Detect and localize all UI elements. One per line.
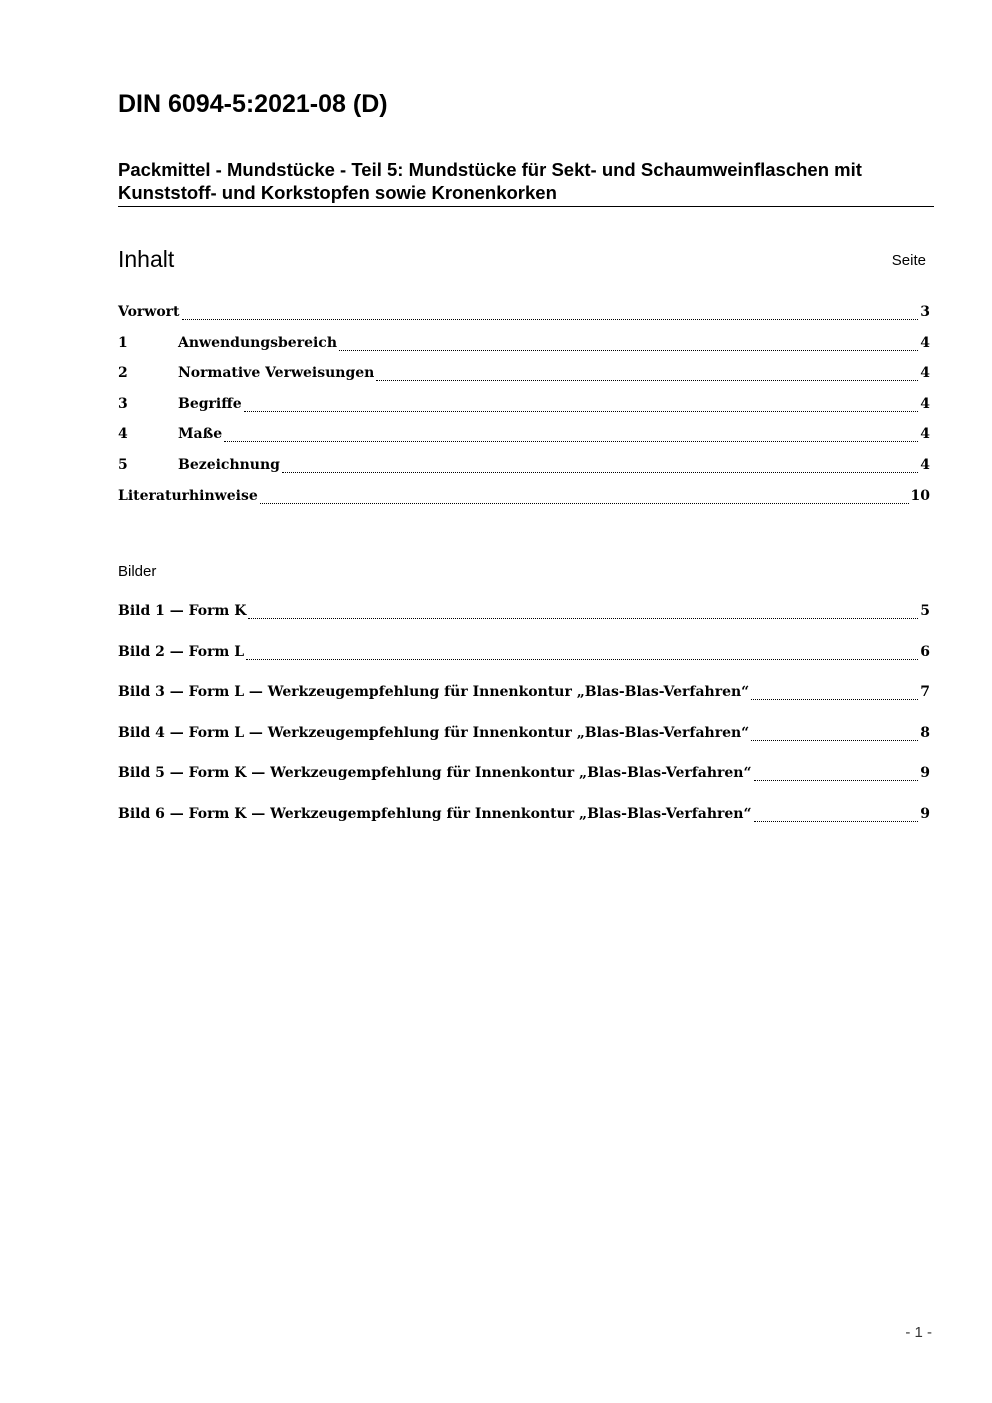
figures-list <box>118 601 930 845</box>
figure-entry-label: Bild 5 — Form K — Werkzeugempfehlung für Innenkontur „Blas-Blas-Verfahren“ <box>118 765 752 782</box>
toc-entry-number: 5 <box>118 456 128 473</box>
toc-entry-number: 4 <box>118 426 128 443</box>
toc-entry-number: 3 <box>118 395 128 412</box>
figure-leader-dots <box>754 766 919 781</box>
toc-entry-page: 4 <box>920 395 930 412</box>
toc-entry-label: Maße <box>178 426 223 443</box>
figure-entry-2[interactable] <box>118 642 930 683</box>
figures-heading: Bilder <box>118 563 157 580</box>
toc-leader-dots <box>376 366 918 381</box>
figure-entry-4[interactable] <box>118 723 930 764</box>
figure-entry-6[interactable] <box>118 804 930 845</box>
toc-entry-page: 4 <box>920 365 930 382</box>
toc-leader-dots <box>244 397 919 412</box>
figure-entry-label: Bild 3 — Form L — Werkzeugempfehlung für Innenkontur „Blas-Blas-Verfahren“ <box>118 684 750 701</box>
toc-entry-label: Begriffe <box>178 395 242 412</box>
document-title: Packmittel - Mundstücke - Teil 5: Mundstücke für Sekt- und Schaumweinflaschen mit Kunststoff- und Korkstopfen sowie Kronenkorken <box>118 158 934 207</box>
toc-leader-dots <box>339 336 918 351</box>
toc-entry-page: 4 <box>920 426 930 443</box>
figure-entry-label: Bild 2 — Form L <box>118 643 245 660</box>
figure-entry-page: 9 <box>920 765 930 782</box>
toc-entry-literaturhinweise[interactable] <box>118 486 930 517</box>
toc-leader-dots <box>260 489 909 504</box>
figure-leader-dots <box>751 726 918 741</box>
toc-entry-label: Normative Verweisungen <box>178 365 375 382</box>
page-number: - 1 - <box>905 1324 932 1341</box>
toc-entry-page: 3 <box>920 304 930 320</box>
toc-entry-label: Literaturhinweise <box>118 487 258 504</box>
figure-entry-page: 6 <box>920 643 930 660</box>
document-id: DIN 6094-5:2021-08 (D) <box>118 90 388 118</box>
figure-entry-label: Bild 1 — Form K <box>118 603 247 619</box>
figure-entry-3[interactable] <box>118 682 930 723</box>
toc-leader-dots <box>282 458 918 473</box>
figure-leader-dots <box>754 807 919 822</box>
figure-entry-page: 7 <box>920 684 930 701</box>
figure-leader-dots <box>248 604 918 619</box>
toc-entry-masse[interactable] <box>118 424 930 455</box>
figure-entry-label: Bild 4 — Form L — Werkzeugempfehlung für Innenkontur „Blas-Blas-Verfahren“ <box>118 724 750 741</box>
figure-leader-dots <box>246 645 918 660</box>
toc-entry-anwendungsbereich[interactable] <box>118 333 930 364</box>
toc-entry-normative-verweisungen[interactable] <box>118 363 930 394</box>
toc-header <box>118 244 926 274</box>
toc-entry-label: Vorwort <box>118 304 180 320</box>
figure-entry-1[interactable] <box>118 601 930 642</box>
toc-entry-bezeichnung[interactable] <box>118 455 930 486</box>
toc-entry-number: 1 <box>118 334 128 351</box>
toc-page-column-label: Seite <box>891 252 926 269</box>
toc-entry-label: Anwendungsbereich <box>178 334 337 351</box>
toc-entry-page: 4 <box>920 456 930 473</box>
figure-leader-dots <box>751 685 918 700</box>
toc-entry-vorwort[interactable] <box>118 302 930 333</box>
figure-entry-page: 9 <box>920 805 930 822</box>
toc-heading: Inhalt <box>118 246 175 272</box>
toc-entry-begriffe[interactable] <box>118 394 930 425</box>
figure-entry-page: 5 <box>920 603 930 619</box>
toc-leader-dots <box>182 305 919 320</box>
figure-entry-label: Bild 6 — Form K — Werkzeugempfehlung für Innenkontur „Blas-Blas-Verfahren“ <box>118 805 752 822</box>
toc-entry-label: Bezeichnung <box>178 456 280 473</box>
figure-entry-5[interactable] <box>118 763 930 804</box>
toc-leader-dots <box>224 427 918 442</box>
toc-entry-page: 4 <box>920 334 930 351</box>
toc-entry-number: 2 <box>118 365 128 382</box>
toc-entry-page: 10 <box>910 487 930 504</box>
toc-list <box>118 302 930 516</box>
figure-entry-page: 8 <box>920 724 930 741</box>
